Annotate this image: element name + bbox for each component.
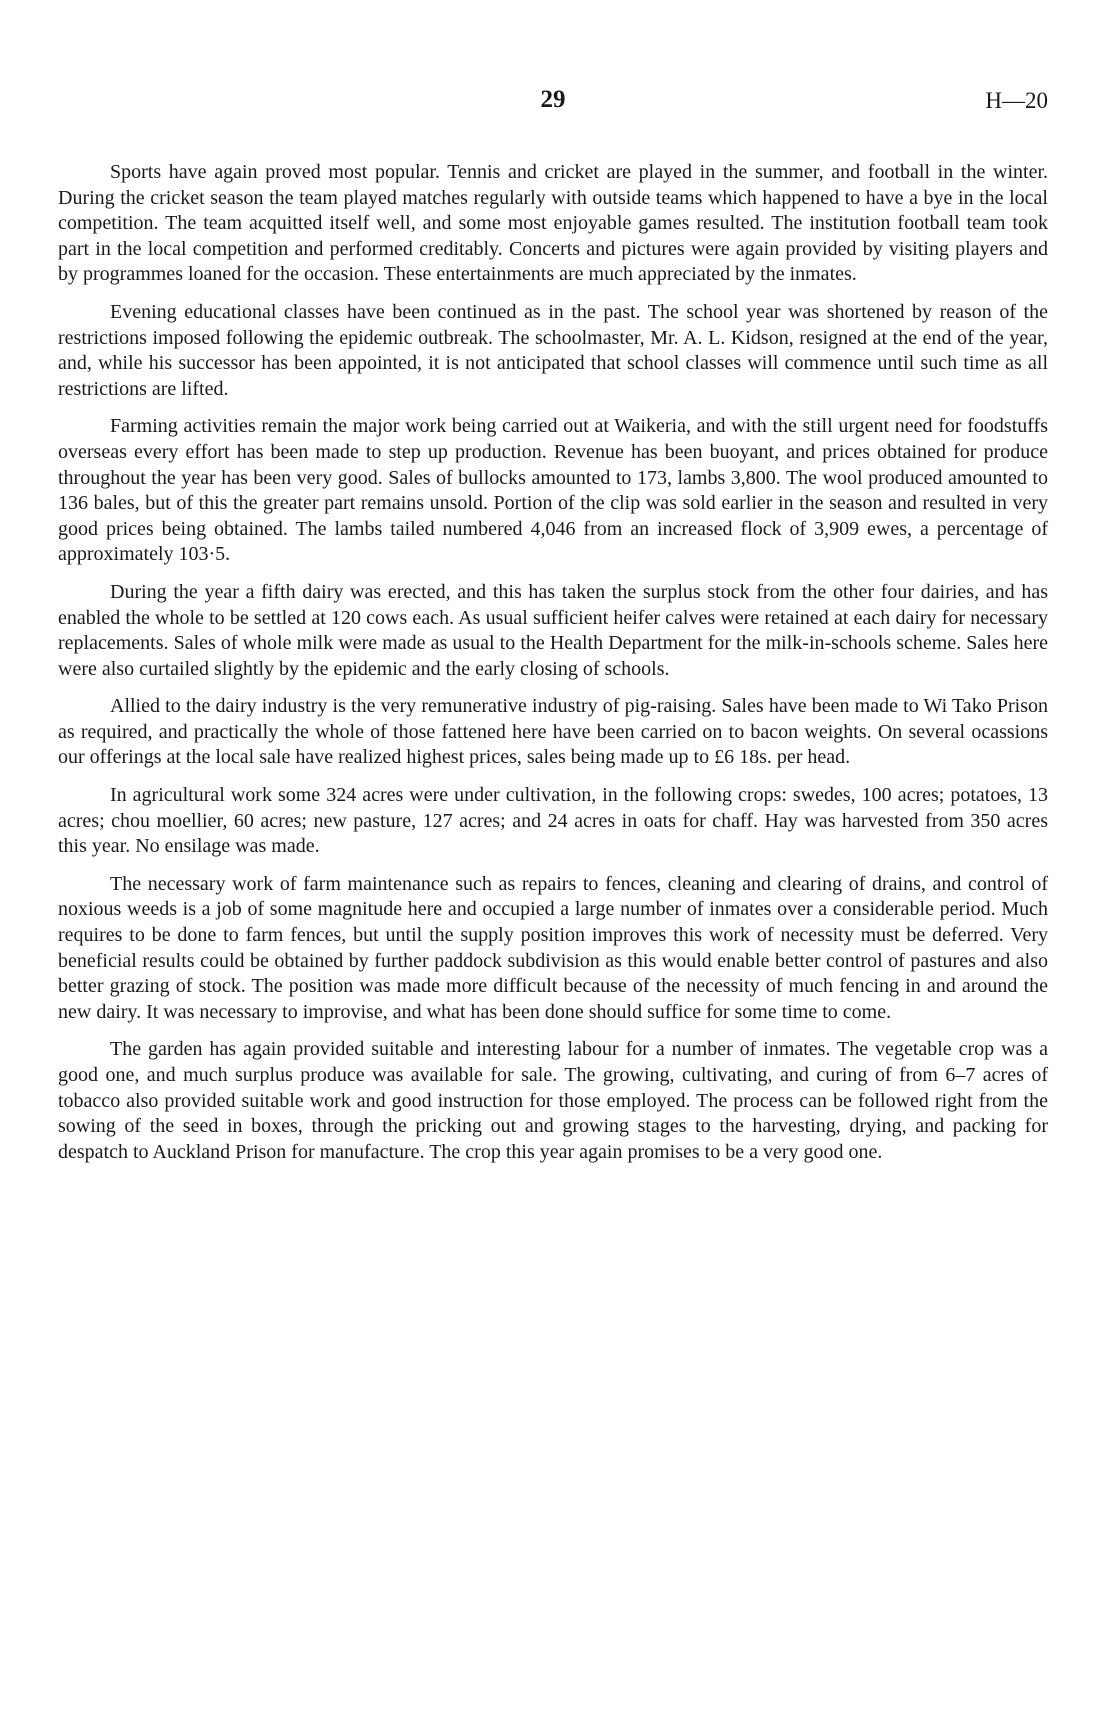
paragraph-dairy: During the year a fifth dairy was erected, and this has taken the surplus stock from the other four dairies, and has enabled the whole to be settled at 120 cows each. As usual sufficient heifer calves were retained at each dairy for necessary replacements. Sales of whole milk were made as usual to the Health Department for the milk-in-schools scheme. Sales here were also curtailed slightly by the epidemic and the early closing of schools. <box>58 580 1048 680</box>
paragraph-farming: Farming activities remain the major work being carried out at Waikeria, and with the still urgent need for foodstuffs overseas every effort has been made to step up production. Revenue has been buoyant, and prices obtained for produce throughout the year has been very good. Sales of bullocks amounted to 173, lambs 3,800. The wool produced amounted to 136 bales, but of this the greater part remains unsold. Portion of the clip was sold earlier in the season and resulted in very good prices being obtained. The lambs tailed numbered 4,046 from an increased flock of 3,909 ewes, a percentage of approximately 103·5. <box>58 415 1048 566</box>
paragraph-farm-maintenance: The necessary work of farm maintenance such as repairs to fences, cleaning and clearing of drains, and control of noxious weeds is a job of some magnitude here and occupied a large number of inmates over a considerable period. Much requires to be done to farm fences, but until the supply position improves this work of necessity must be deferred. Very beneficial results could be obtained by further paddock subdivision as this would enable better control of pastures and also better grazing of stock. The position was made more difficult because of the necessity of much fencing in and around the new dairy. It was necessary to improvise, and what has been done should suffice for some time to come. <box>58 872 1048 1023</box>
body-text <box>58 160 1048 1177</box>
page-number: 29 <box>540 86 566 113</box>
paragraph-pig-raising: Allied to the dairy industry is the very remunerative industry of pig-raising. Sales have been made to Wi Tako Prison as required, and practically the whole of those fattened here have been carried on to bacon weights. On several ocassions our offerings at the local sale have realized highest prices, sales being made up to £6 18s. per head. <box>58 695 1048 769</box>
paragraph-sports: Sports have again proved most popular. Tennis and cricket are played in the summer, and football in the winter. During the cricket season the team played matches regularly with outside teams which happened to have a bye in the local competition. The team acquitted itself well, and some most enjoyable games resulted. The institution football team took part in the local competition and performed creditably. Concerts and pictures were again provided by visiting players and by programmes loaned for the occasion. These entertainments are much appreciated by the inmates. <box>58 161 1048 286</box>
paragraph-education: Evening educational classes have been continued as in the past. The school year was shortened by reason of the restrictions imposed following the epidemic outbreak. The schoolmaster, Mr. A. L. Kidson, resigned at the end of the year, and, while his successor has been appointed, it is not anticipated that school classes will commence until such time as all restrictions are lifted. <box>58 300 1048 400</box>
paragraph-agriculture: In agricultural work some 324 acres were under cultivation, in the following crops: swedes, 100 acres; potatoes, 13 acres; chou moellier, 60 acres; new pasture, 127 acres; and 24 acres in oats for chaff. Hay was harvested from 350 acres this year. No ensilage was made. <box>58 784 1048 858</box>
document-reference: H—20 <box>985 88 1048 113</box>
page-header <box>58 86 1048 126</box>
paragraph-garden: The garden has again provided suitable and interesting labour for a number of inmates. The vegetable crop was a good one, and much surplus produce was available for sale. The growing, cultivating, and curing of from 6–7 acres of tobacco also provided suitable work and good instruction for those employed. The process can be followed right from the sowing of the seed in boxes, through the pricking out and growing stages to the harvesting, drying, and packing for despatch to Auckland Prison for manufacture. The crop this year again promises to be a very good one. <box>58 1038 1048 1163</box>
